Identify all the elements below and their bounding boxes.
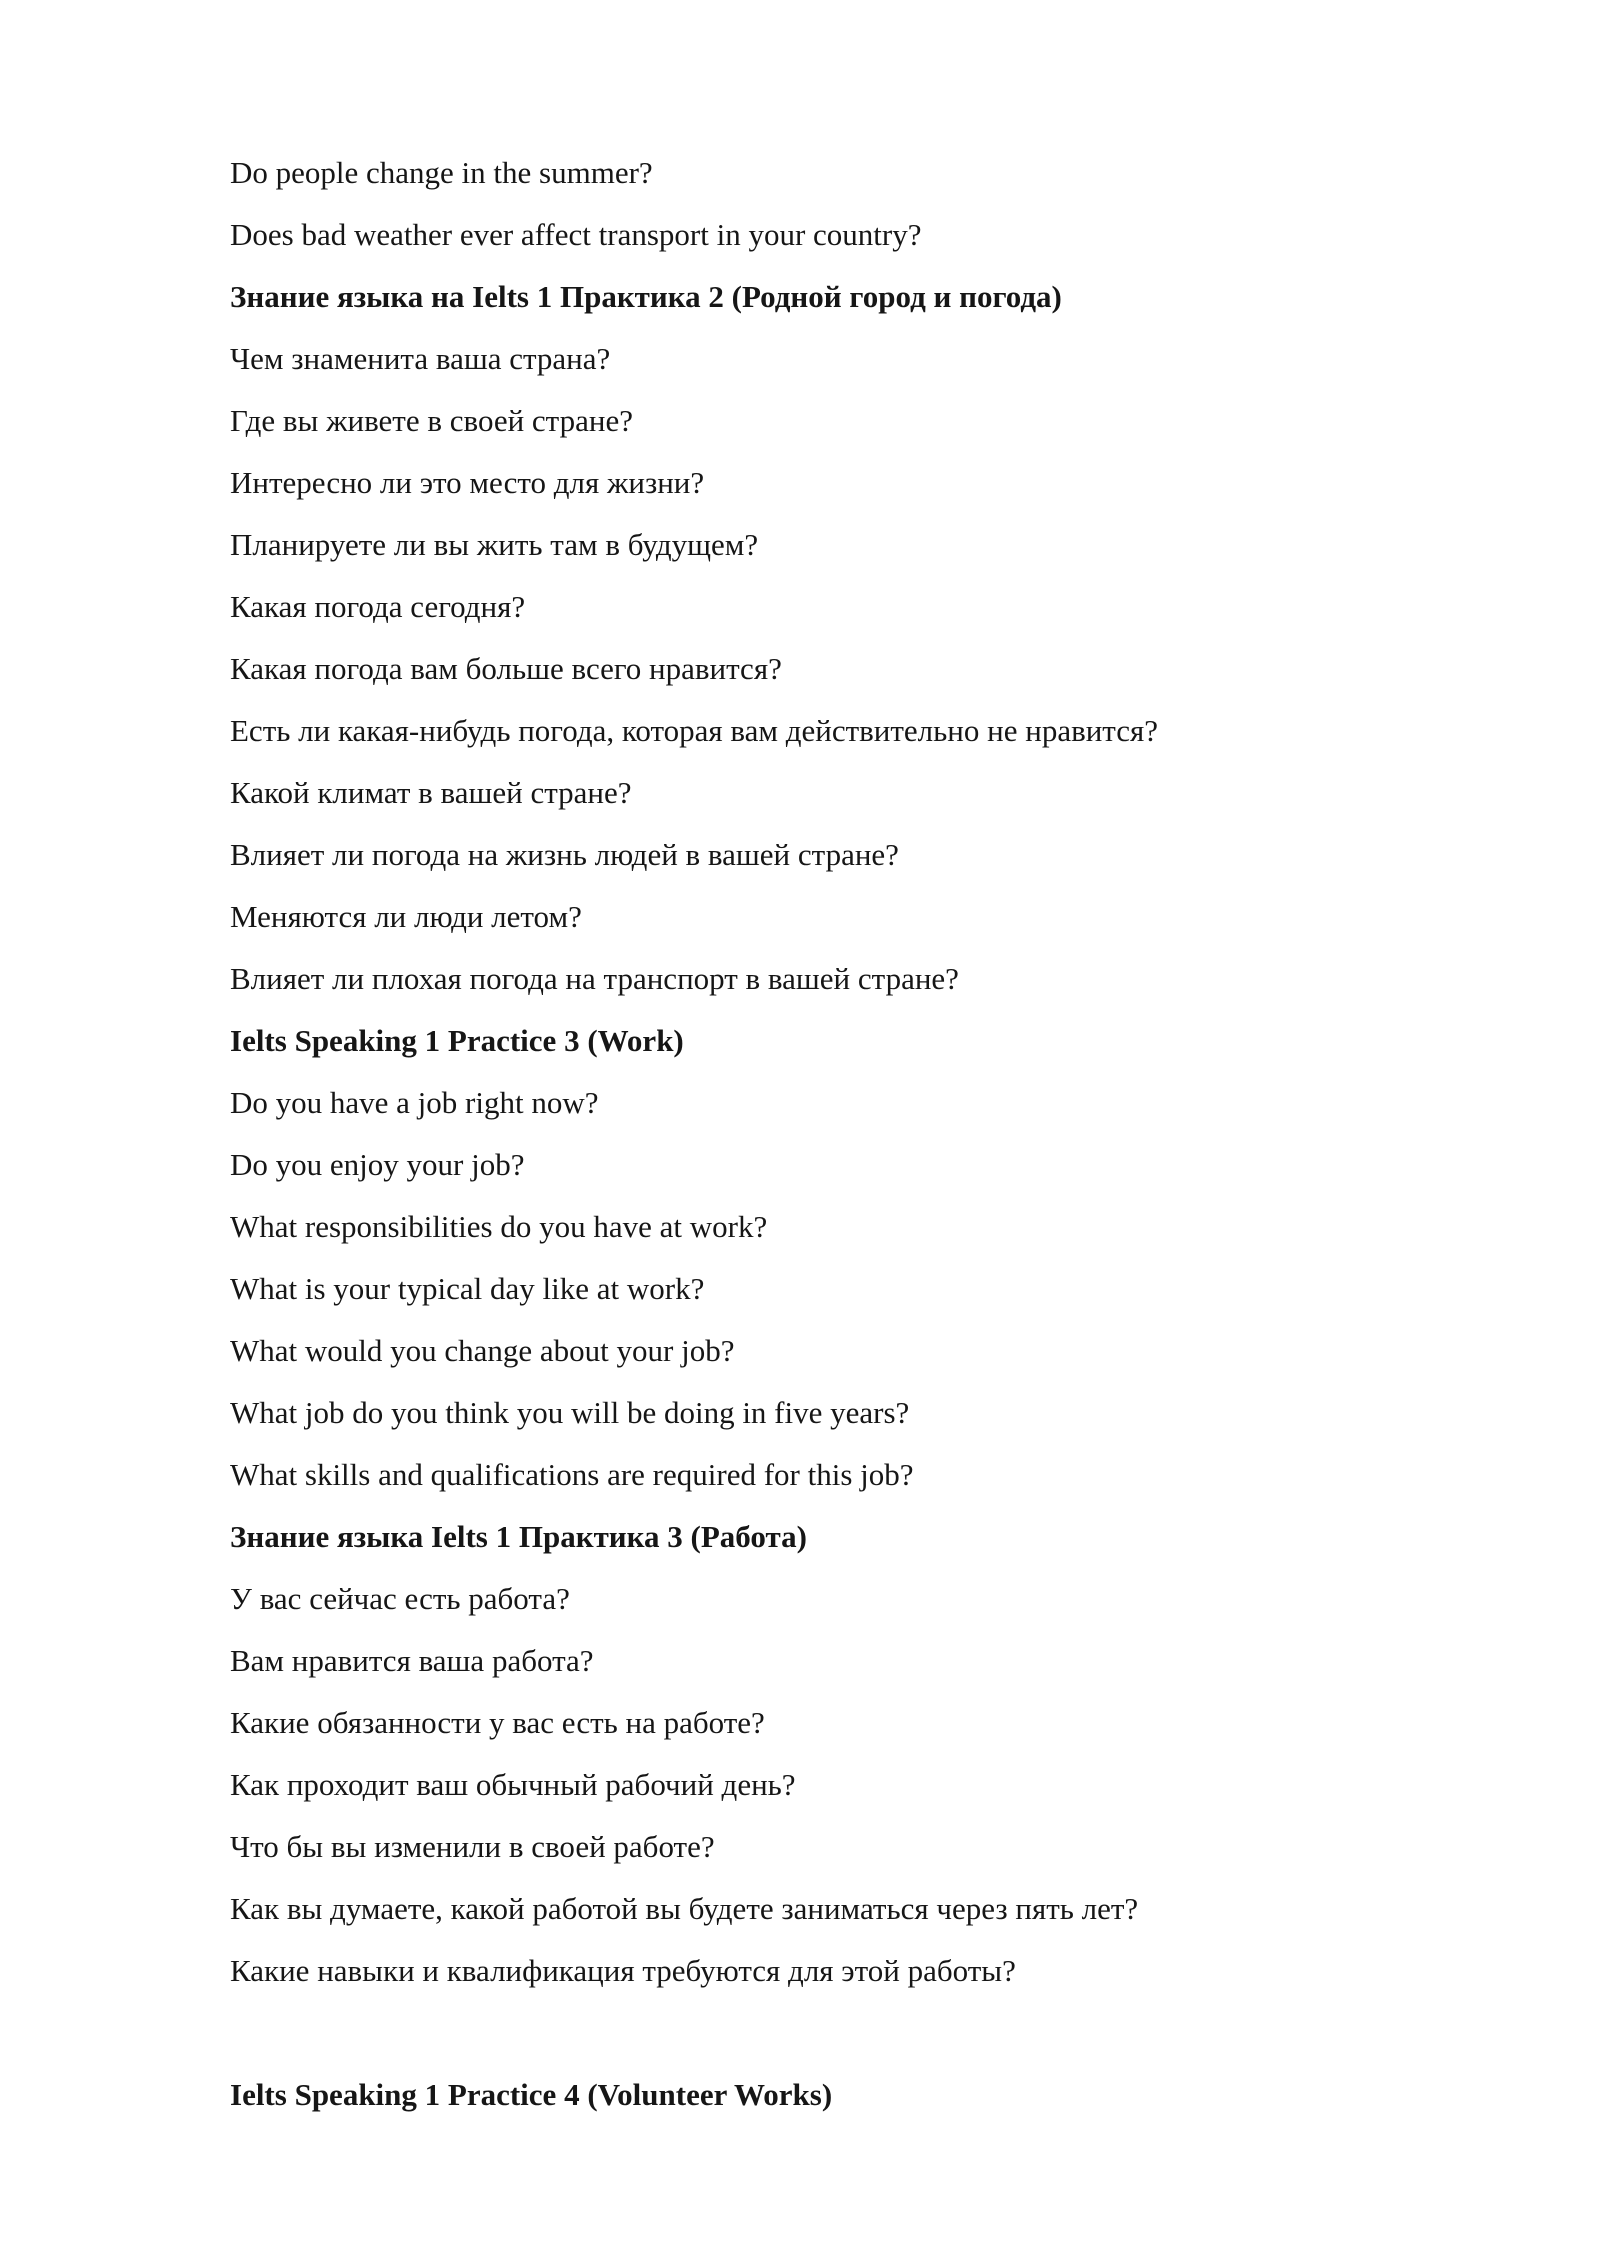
question-line: Какая погода сегодня? (230, 589, 526, 624)
question-line: What skills and qualifications are required for this job? (230, 1457, 914, 1492)
question-line: Какой климат в вашей стране? (230, 775, 632, 810)
question-line: Do people change in the summer? (230, 155, 653, 190)
question-line: Вам нравится ваша работа? (230, 1643, 594, 1678)
question-line: Какая погода вам больше всего нравится? (230, 651, 782, 686)
question-line: Где вы живете в своей стране? (230, 403, 633, 438)
question-line: Как проходит ваш обычный рабочий день? (230, 1767, 796, 1802)
question-line: Do you enjoy your job? (230, 1147, 525, 1182)
question-line: Интересно ли это место для жизни? (230, 465, 705, 500)
section-heading: Ielts Speaking 1 Practice 3 (Work) (230, 1023, 684, 1058)
question-line: Планируете ли вы жить там в будущем? (230, 527, 759, 562)
question-line: Чем знаменита ваша страна? (230, 341, 611, 376)
section-heading: Знание языка Ielts 1 Практика 3 (Работа) (230, 1519, 807, 1554)
question-line: What would you change about your job? (230, 1333, 735, 1368)
question-line: У вас сейчас есть работа? (230, 1581, 570, 1616)
question-line: Влияет ли плохая погода на транспорт в вашей стране? (230, 961, 959, 996)
section-heading: Ielts Speaking 1 Practice 4 (Volunteer Works) (230, 2077, 833, 2112)
question-line: What responsibilities do you have at work? (230, 1209, 768, 1244)
question-line: Меняются ли люди летом? (230, 899, 582, 934)
question-line: Какие обязанности у вас есть на работе? (230, 1705, 765, 1740)
text-column (230, 142, 1530, 2126)
question-line: Что бы вы изменили в своей работе? (230, 1829, 715, 1864)
question-line: Влияет ли погода на жизнь людей в вашей стране? (230, 837, 899, 872)
question-line: What is your typical day like at work? (230, 1271, 705, 1306)
section-heading: Знание языка на Ielts 1 Практика 2 (Родной город и погода) (230, 279, 1062, 314)
question-line: Does bad weather ever affect transport in your country? (230, 217, 922, 252)
blank-line (230, 2002, 1530, 2064)
question-line: Как вы думаете, какой работой вы будете заниматься через пять лет? (230, 1891, 1139, 1926)
question-line: Какие навыки и квалификация требуются для этой работы? (230, 1953, 1016, 1988)
question-line: Есть ли какая-нибудь погода, которая вам действительно не нравится? (230, 713, 1159, 748)
question-line: What job do you think you will be doing in five years? (230, 1395, 910, 1430)
question-line: Do you have a job right now? (230, 1085, 599, 1120)
